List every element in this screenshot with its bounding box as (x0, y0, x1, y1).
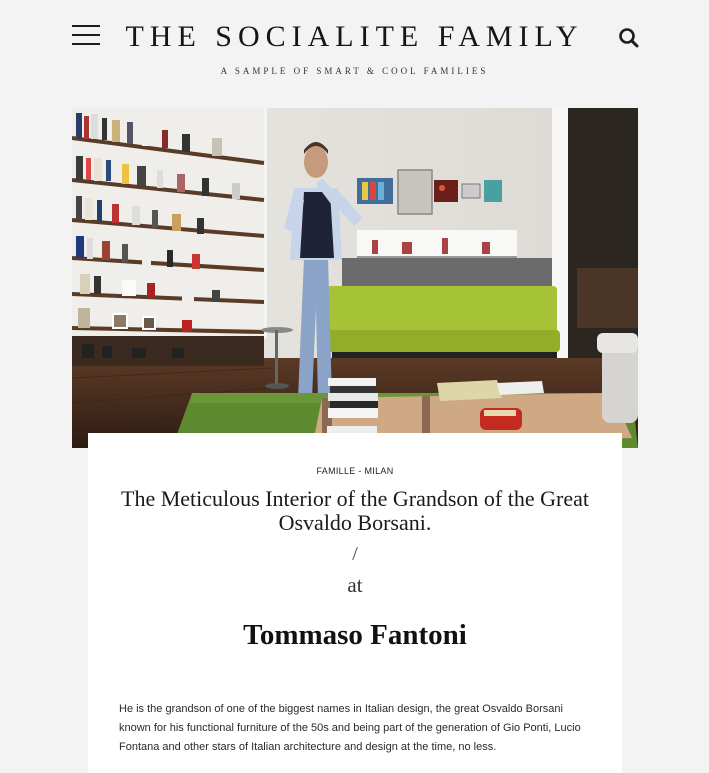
hero-image[interactable] (72, 108, 638, 448)
article-title[interactable]: The Meticulous Interior of the Grandson of the Great Osvaldo Borsani. (121, 486, 589, 535)
site-tagline: A SAMPLE OF SMART & COOL FAMILIES (220, 66, 489, 76)
person-name: Tommaso Fantoni (243, 619, 467, 651)
menu-button[interactable] (72, 25, 100, 45)
green-sofa (320, 286, 560, 358)
article-category[interactable]: FAMILLE - MILAN (316, 466, 394, 476)
hamburger-icon-line (72, 43, 100, 45)
at-label: at (347, 573, 363, 597)
hamburger-icon-line (72, 25, 100, 27)
search-icon (618, 27, 640, 49)
title-separator: / (352, 543, 358, 565)
article-intro: He is the grandson of one of the biggest names in Italian design, the great Osvaldo Borsani known for his functional furniture of the 50s and being part of the generation of Gio Ponti, Lucio Fontana and other stars of Italian architecture and design at the time, no less. (119, 703, 581, 753)
site-title[interactable]: THE SOCIALITE FAMILY (125, 20, 584, 53)
bookshelf (72, 108, 264, 358)
hamburger-icon-line (72, 34, 100, 36)
article-card[interactable] (88, 433, 622, 773)
search-button[interactable] (618, 27, 640, 49)
